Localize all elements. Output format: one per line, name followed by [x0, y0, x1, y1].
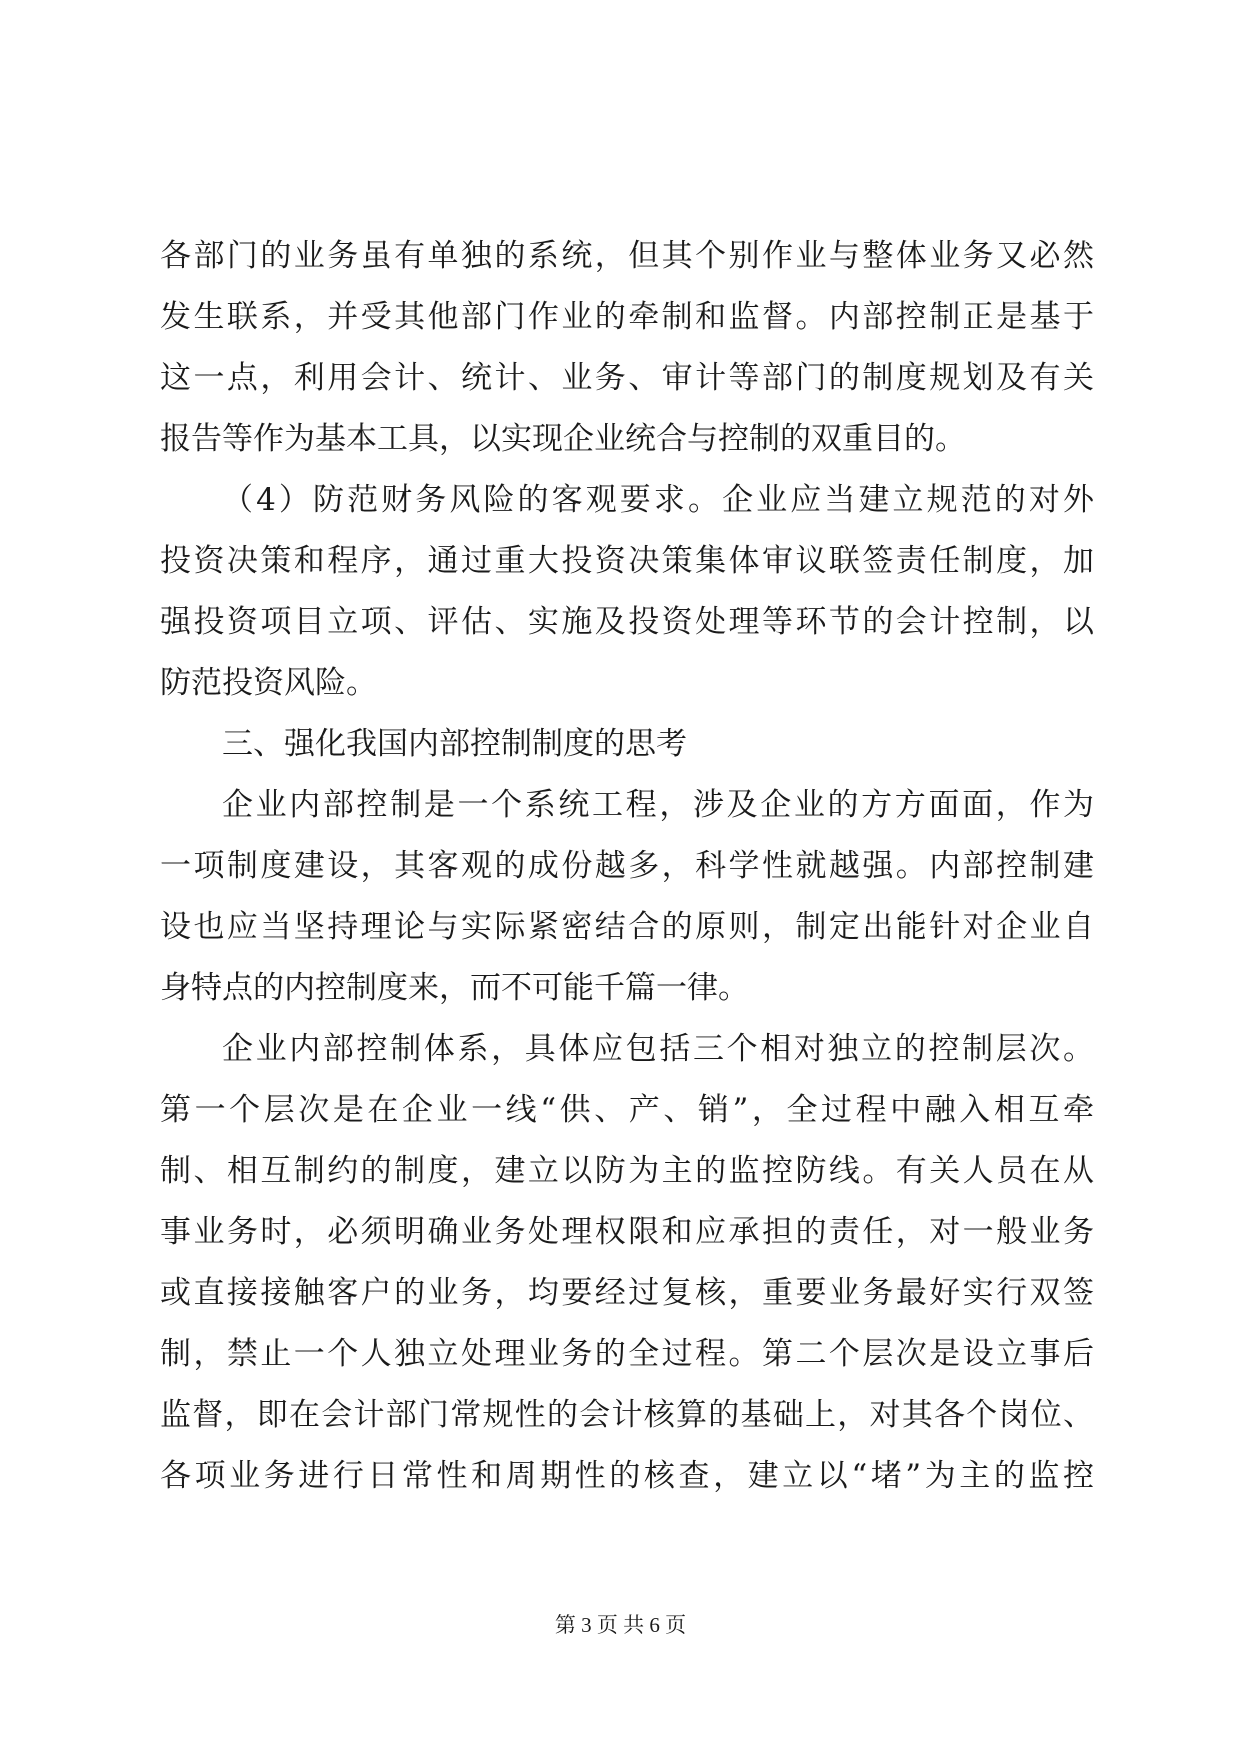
text-line: 一项制度建设，其客观的成份越多，科学性就越强。内部控制建 — [160, 848, 1094, 884]
text-line: 企业内部控制体系，具体应包括三个相对独立的控制层次。 — [222, 1031, 1094, 1067]
text-line: 发生联系，并受其他部门作业的牵制和监督。内部控制正是基于 — [160, 299, 1094, 335]
text-line: 制、相互制约的制度，建立以防为主的监控防线。有关人员在从 — [160, 1153, 1094, 1189]
text-line: 第一个层次是在企业一线“供、产、销”，全过程中融入相互牵 — [160, 1092, 1094, 1128]
section-heading — [160, 714, 1094, 775]
text-line: 事业务时，必须明确业务处理权限和应承担的责任，对一般业务 — [160, 1214, 1094, 1250]
text-line: 或直接接触客户的业务，均要经过复核，重要业务最好实行双签 — [160, 1275, 1094, 1311]
text-line: 制，禁止一个人独立处理业务的全过程。第二个层次是设立事后 — [160, 1336, 1094, 1372]
text-line: 这一点，利用会计、统计、业务、审计等部门的制度规划及有关 — [160, 360, 1094, 396]
text-line: 监督，即在会计部门常规性的会计核算的基础上，对其各个岗位、 — [160, 1397, 1094, 1433]
page-number: 第 3 页 共 6 页 — [554, 1613, 687, 1637]
paragraph — [160, 226, 1094, 470]
paragraph — [160, 1019, 1094, 1507]
text-line: 各项业务进行日常性和周期性的核查，建立以“堵”为主的监控 — [160, 1458, 1094, 1494]
body-text — [160, 226, 1094, 1507]
text-line: 报告等作为基本工具，以实现企业统合与控制的双重目的。 — [160, 421, 966, 457]
text-line: 强投资项目立项、评估、实施及投资处理等环节的会计控制，以 — [160, 604, 1094, 640]
text-line: 设也应当坚持理论与实际紧密结合的原则，制定出能针对企业自 — [160, 909, 1094, 945]
text-line: 企业内部控制是一个系统工程，涉及企业的方方面面，作为 — [222, 787, 1094, 823]
text-line: 投资决策和程序，通过重大投资决策集体审议联签责任制度，加 — [160, 543, 1094, 579]
text-line: （4）防范财务风险的客观要求。企业应当建立规范的对外 — [222, 482, 1094, 518]
page-footer — [0, 1610, 1241, 1640]
text-line: 身特点的内控制度来，而不可能千篇一律。 — [160, 970, 749, 1006]
paragraph — [160, 470, 1094, 714]
text-line: 各部门的业务虽有单独的系统，但其个别作业与整体业务又必然 — [160, 238, 1094, 274]
heading-text: 三、强化我国内部控制制度的思考 — [222, 726, 687, 762]
paragraph — [160, 775, 1094, 1019]
text-line: 防范投资风险。 — [160, 665, 377, 701]
